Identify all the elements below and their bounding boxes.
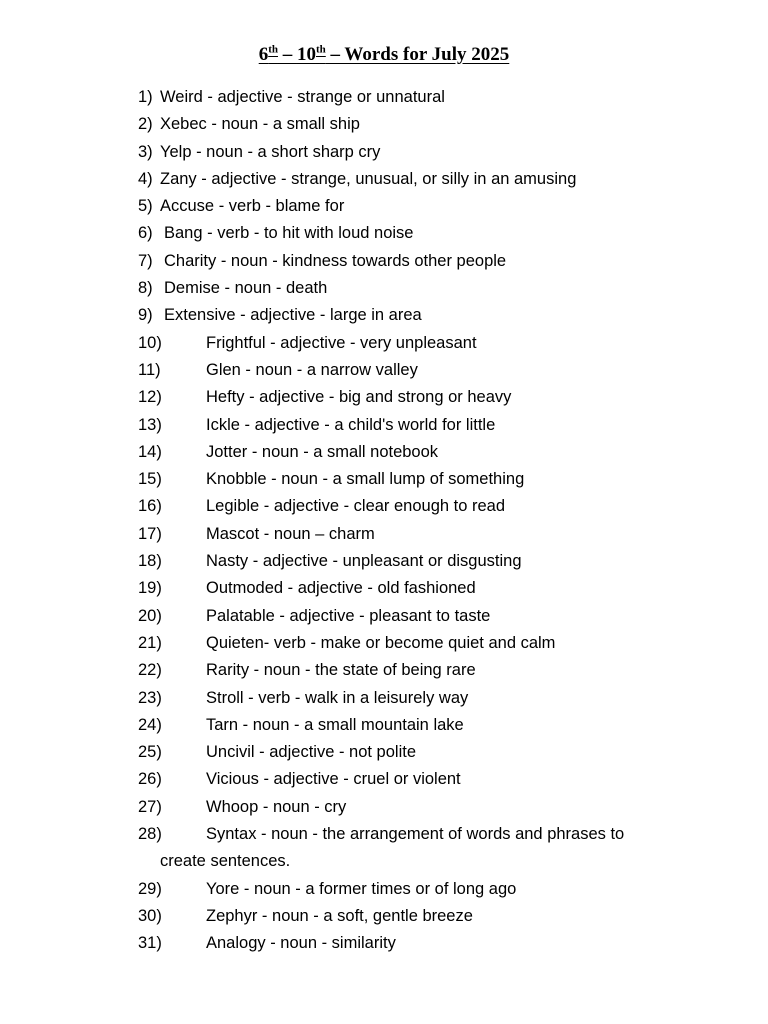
word-item	[138, 357, 738, 384]
word-item	[138, 111, 738, 138]
word-number: 28)	[138, 825, 162, 844]
word-definition: Demise - noun - death	[164, 279, 328, 298]
word-definition: Frightful - adjective - very unpleasant	[206, 333, 477, 352]
title-separator: –	[277, 44, 297, 65]
word-item	[138, 876, 738, 903]
word-number: 31)	[138, 934, 162, 953]
word-number: 13)	[138, 415, 162, 434]
title-grade-end: 10	[296, 44, 316, 65]
word-number: 8)	[138, 279, 153, 298]
word-definition: Glen - noun - a narrow valley	[206, 360, 418, 379]
word-item	[138, 739, 738, 766]
word-number: 22)	[138, 661, 162, 680]
word-number: 14)	[138, 442, 162, 461]
word-item	[138, 603, 738, 630]
word-item	[138, 903, 738, 930]
word-number: 16)	[138, 497, 162, 516]
word-definition: Stroll - verb - walk in a leisurely way	[206, 688, 469, 707]
title-grade-end-suffix: th	[315, 43, 326, 56]
word-number: 11)	[138, 360, 161, 379]
word-number: 6)	[138, 224, 153, 243]
word-number: 19)	[138, 579, 162, 598]
word-definition: Whoop - noun - cry	[206, 797, 347, 816]
word-definition: Hefty - adjective - big and strong or heavy	[206, 388, 512, 407]
word-item	[138, 521, 738, 548]
word-item	[138, 220, 738, 247]
word-definition: Ickle - adjective - a child's world for little	[206, 415, 496, 434]
word-definition: Syntax - noun - the arrangement of words and phrases to	[206, 825, 625, 844]
word-number: 30)	[138, 906, 162, 925]
word-item	[138, 330, 738, 357]
word-item	[138, 139, 738, 166]
word-item	[138, 166, 738, 193]
word-number: 2)	[138, 115, 153, 134]
word-definition: Zany - adjective - strange, unusual, or silly in an amusing	[160, 169, 577, 188]
word-definition: Zephyr - noun - a soft, gentle breeze	[206, 906, 473, 925]
title-rest: – Words for July 2025	[325, 44, 510, 65]
word-number: 24)	[138, 715, 162, 734]
word-item	[138, 766, 738, 793]
word-number: 18)	[138, 552, 162, 571]
word-definition: Rarity - noun - the state of being rare	[206, 661, 476, 680]
word-number: 29)	[138, 879, 162, 898]
word-definition: Palatable - adjective - pleasant to taste	[206, 606, 491, 625]
word-definition: Vicious - adjective - cruel or violent	[206, 770, 461, 789]
word-item	[138, 575, 738, 602]
word-item	[138, 930, 738, 957]
word-item	[138, 193, 738, 220]
word-definition: Weird - adjective - strange or unnatural	[160, 88, 445, 106]
word-definition: Yelp - noun - a short sharp cry	[160, 142, 381, 161]
word-number: 15)	[138, 470, 162, 489]
word-definition: Xebec - noun - a small ship	[160, 115, 360, 134]
word-item	[138, 493, 738, 520]
word-definition: Uncivil - adjective - not polite	[206, 743, 417, 762]
word-item	[138, 548, 738, 575]
word-item	[138, 275, 738, 302]
word-definition: Tarn - noun - a small mountain lake	[206, 715, 464, 734]
word-definition: Charity - noun - kindness towards other people	[164, 251, 507, 270]
word-number: 9)	[138, 306, 153, 325]
title-grade-start: 6	[258, 44, 269, 65]
word-number: 20)	[138, 606, 162, 625]
word-number: 10)	[138, 333, 162, 352]
word-item	[138, 712, 738, 739]
word-definition: Jotter - noun - a small notebook	[206, 442, 439, 461]
word-item	[138, 630, 738, 657]
word-item	[138, 466, 738, 493]
word-number: 1)	[138, 88, 153, 106]
word-item	[138, 821, 738, 848]
word-item	[138, 794, 738, 821]
word-definition: Yore - noun - a former times or of long ago	[206, 879, 517, 898]
word-item	[138, 84, 738, 111]
word-number: 5)	[138, 197, 153, 216]
word-definition: Legible - adjective - clear enough to read	[206, 497, 506, 516]
word-definition: Outmoded - adjective - old fashioned	[206, 579, 476, 598]
word-number: 12)	[138, 388, 162, 407]
word-number: 27)	[138, 797, 162, 816]
word-number: 25)	[138, 743, 162, 762]
word-number: 17)	[138, 524, 162, 543]
word-item	[138, 248, 738, 275]
word-item	[138, 384, 738, 411]
word-definition: Nasty - adjective - unpleasant or disgusting	[206, 552, 522, 571]
word-definition: Analogy - noun - similarity	[206, 934, 396, 953]
word-item	[138, 412, 738, 439]
word-definition: Mascot - noun – charm	[206, 524, 375, 543]
word-item	[138, 302, 738, 329]
word-list	[138, 84, 738, 958]
word-definition: Quieten- verb - make or become quiet and calm	[206, 633, 556, 652]
word-number: 4)	[138, 169, 153, 188]
word-number: 26)	[138, 770, 162, 789]
word-definition: Bang - verb - to hit with loud noise	[164, 224, 414, 243]
word-number: 21)	[138, 633, 162, 652]
word-definition: Extensive - adjective - large in area	[164, 306, 422, 325]
word-number: 7)	[138, 251, 153, 270]
page-title	[0, 42, 768, 68]
title-grade-start-suffix: th	[268, 43, 278, 56]
word-number: 23)	[138, 688, 162, 707]
word-definition: Knobble - noun - a small lump of something	[206, 470, 525, 489]
word-item	[138, 439, 738, 466]
word-definition-continuation: create sentences.	[160, 852, 291, 871]
title-text	[259, 44, 510, 65]
word-number: 3)	[138, 142, 153, 161]
word-definition: Accuse - verb - blame for	[160, 197, 345, 216]
word-item	[138, 657, 738, 684]
word-item	[138, 685, 738, 712]
